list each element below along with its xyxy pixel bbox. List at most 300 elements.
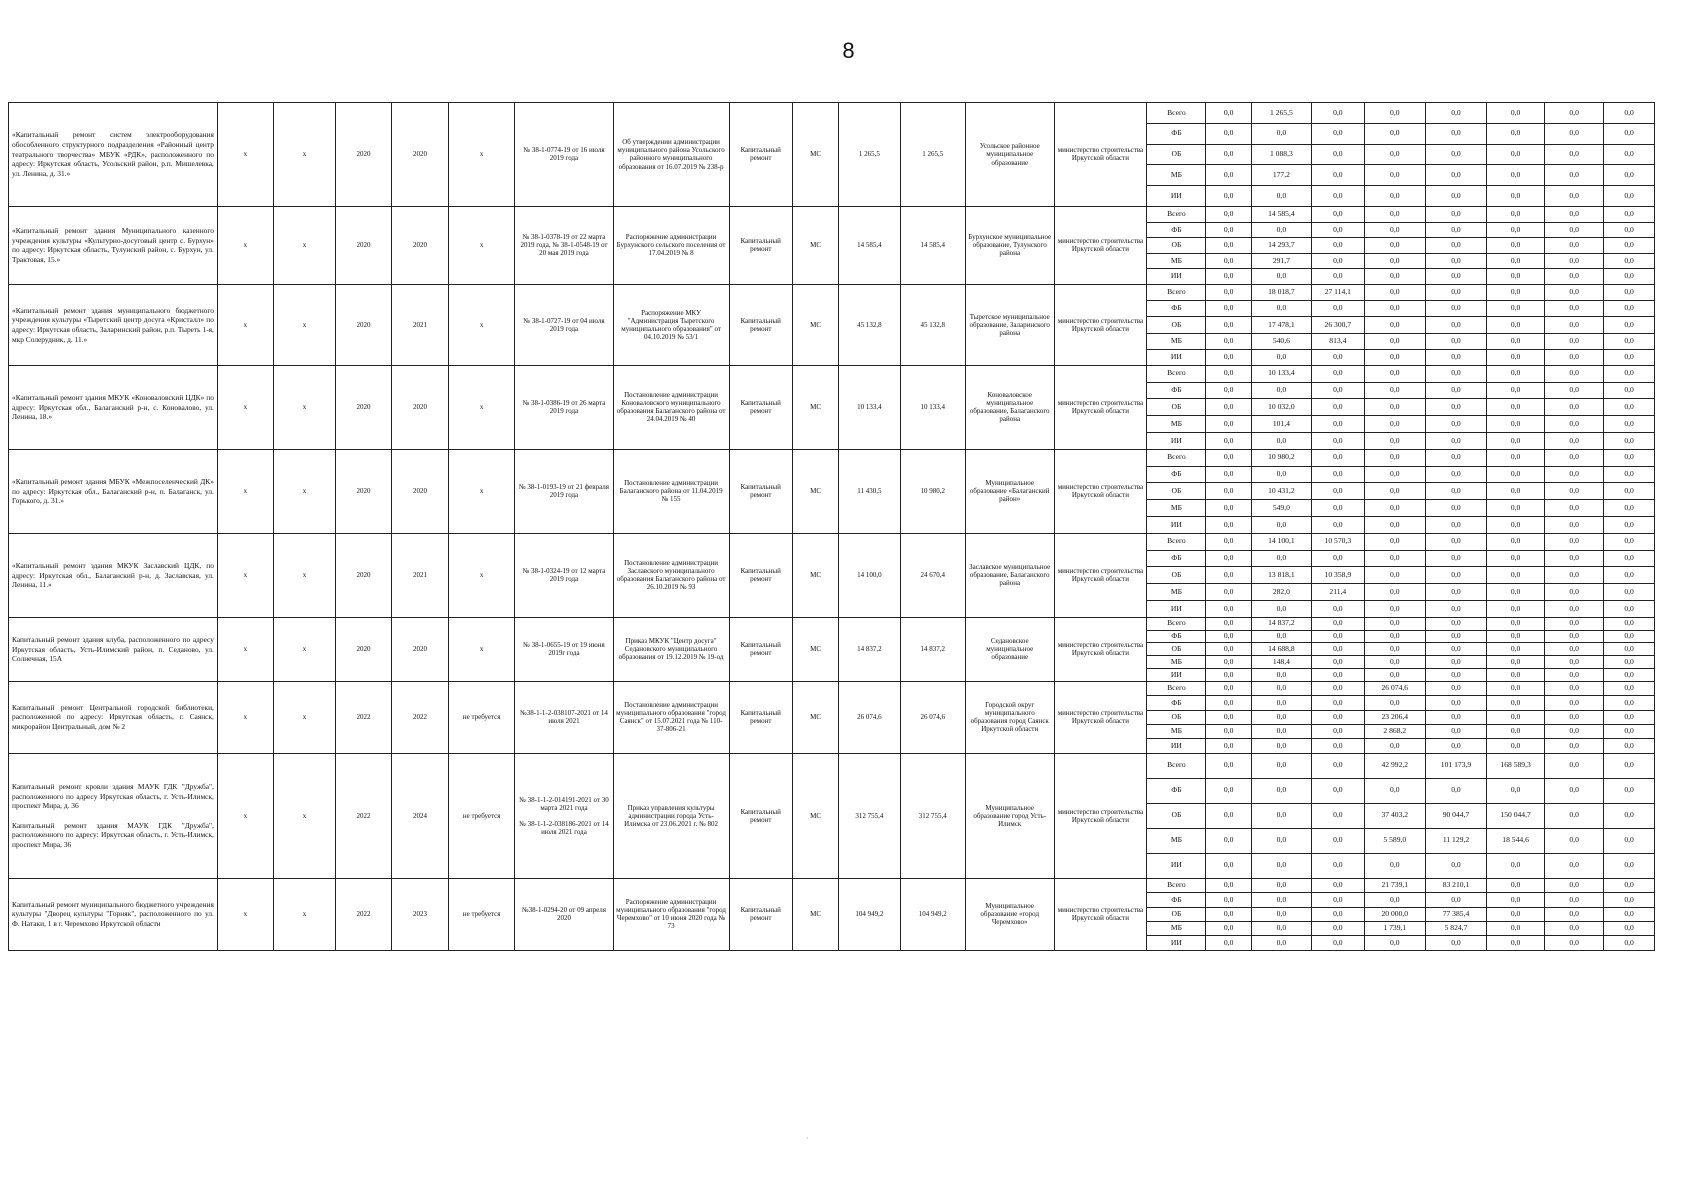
funding-value: 0,0 [1545, 656, 1604, 669]
funding-value: 0,0 [1604, 103, 1655, 124]
year-end: 2020 [391, 617, 448, 681]
funding-value: 0,0 [1251, 853, 1311, 878]
funding-value: 0,0 [1206, 617, 1251, 630]
funding-source: МБ [1147, 253, 1206, 269]
funding-value: 0,0 [1545, 349, 1604, 365]
project-name: Капитальный ремонт муниципального бюджетного учреждения культуры "Дворец культуры "Горняк", расположенного по ул. Ф. Натаки, 1 в г. Черемхово Иркутской области [9, 878, 218, 950]
column-mark: x [273, 449, 335, 533]
column-mark: x [273, 878, 335, 950]
responsible-code: МС [792, 284, 838, 365]
year-end: 2021 [391, 284, 448, 365]
funding-value: 0,0 [1364, 253, 1425, 269]
funding-value: 0,0 [1425, 778, 1486, 803]
funding-value: 0,0 [1545, 301, 1604, 317]
column-mark: x [217, 681, 273, 753]
object-owner: Бурхунское муниципальное образование, Тулунского района [965, 206, 1054, 284]
funding-value: 0,0 [1487, 601, 1545, 618]
column-mark: x [217, 617, 273, 681]
column-mark: x [217, 878, 273, 950]
funding-value: 0,0 [1364, 669, 1425, 682]
funding-value: 0,0 [1604, 584, 1655, 601]
funding-source: МБ [1147, 416, 1206, 433]
funding-value: 17 478,1 [1251, 317, 1311, 333]
funding-value: 0,0 [1251, 433, 1311, 450]
funding-source: ОБ [1147, 643, 1206, 656]
budget-manager: министерство строительства Иркутской области [1054, 681, 1147, 753]
table-row [9, 103, 1655, 124]
funding-value: 0,0 [1311, 828, 1364, 853]
funding-value: 0,0 [1311, 517, 1364, 534]
funding-value: 0,0 [1206, 725, 1251, 739]
funding-value: 0,0 [1604, 725, 1655, 739]
funding-value: 0,0 [1487, 123, 1545, 144]
funding-value: 0,0 [1604, 803, 1655, 828]
funding-value: 0,0 [1206, 656, 1251, 669]
funding-source: ОБ [1147, 710, 1206, 724]
funding-value: 10 570,3 [1311, 533, 1364, 550]
funding-value: 0,0 [1545, 601, 1604, 618]
funding-value: 0,0 [1425, 222, 1486, 238]
object-owner: Усольское районное муниципальное образование [965, 103, 1054, 207]
funding-value: 14 293,7 [1251, 238, 1311, 254]
year-end: 2020 [391, 365, 448, 449]
funding-value: 0,0 [1251, 123, 1311, 144]
funding-value: 0,0 [1364, 483, 1425, 500]
funding-value: 0,0 [1487, 656, 1545, 669]
project-name: «Капитальный ремонт систем электрооборудования обособленного структурного подразделения «Районный центр театрального творчества» МБУК «РДК», расположенного по адресу: Иркутская область, Усольский район, р.п. Мишелевка, ул. Ленина, д. 31.» [9, 103, 218, 207]
funding-value: 0,0 [1311, 165, 1364, 186]
funding-value: 0,0 [1364, 144, 1425, 165]
project-cost: 312 755,4 [839, 753, 900, 878]
column-mark: x [217, 284, 273, 365]
funding-value: 0,0 [1487, 739, 1545, 753]
estimate-cost: 26 074,6 [900, 681, 965, 753]
funding-value: 0,0 [1487, 907, 1545, 921]
funding-value: 0,0 [1545, 399, 1604, 416]
funding-value: 0,0 [1206, 878, 1251, 892]
budget-manager: министерство строительства Иркутской области [1054, 533, 1147, 617]
funding-value: 0,0 [1206, 601, 1251, 618]
funding-value: 0,0 [1604, 630, 1655, 643]
object-owner: Городской округ муниципального образования город Саянск Иркутской области [965, 681, 1054, 753]
funding-value: 0,0 [1311, 778, 1364, 803]
year-start: 2022 [336, 753, 392, 878]
funding-value: 83 210,1 [1425, 878, 1486, 892]
funding-value: 0,0 [1364, 206, 1425, 222]
funding-value: 0,0 [1425, 365, 1486, 382]
funding-value: 0,0 [1311, 753, 1364, 778]
funding-value: 0,0 [1364, 936, 1425, 950]
normative-act: Распоряжение администрации Бурхунского сельского поселения от 17.04.2019 № 8 [613, 206, 729, 284]
funding-value: 0,0 [1251, 186, 1311, 207]
column-mark: x [273, 103, 335, 207]
funding-value: 0,0 [1487, 186, 1545, 207]
funding-value: 0,0 [1251, 878, 1311, 892]
funding-value: 101,4 [1251, 416, 1311, 433]
funding-value: 0,0 [1604, 617, 1655, 630]
funding-value: 0,0 [1487, 921, 1545, 935]
funding-value: 0,0 [1311, 103, 1364, 124]
funding-value: 0,0 [1487, 533, 1545, 550]
funding-value: 0,0 [1206, 828, 1251, 853]
table-row [9, 449, 1655, 466]
estimate-cost: 10 133,4 [900, 365, 965, 449]
funding-source: МБ [1147, 584, 1206, 601]
funding-value: 0,0 [1545, 165, 1604, 186]
funding-source: Всего [1147, 206, 1206, 222]
funding-value: 0,0 [1311, 617, 1364, 630]
funding-value: 0,0 [1425, 669, 1486, 682]
funding-value: 0,0 [1604, 186, 1655, 207]
work-type: Капитальный ремонт [729, 681, 792, 753]
funding-value: 0,0 [1425, 301, 1486, 317]
budget-manager: министерство строительства Иркутской области [1054, 103, 1147, 207]
funding-value: 0,0 [1206, 753, 1251, 778]
funding-value: 0,0 [1206, 710, 1251, 724]
expert-conclusion: №38-1-1-2-038107-2021 от 14 июля 2021 [515, 681, 613, 753]
funding-value: 0,0 [1206, 696, 1251, 710]
normative-act: Постановление администрации Балаганского района от 11.04.2019 № 155 [613, 449, 729, 533]
responsible-code: МС [792, 617, 838, 681]
funding-value: 0,0 [1311, 500, 1364, 517]
funding-value: 0,0 [1604, 301, 1655, 317]
year-start: 2022 [336, 878, 392, 950]
column-mark: x [273, 617, 335, 681]
funding-value: 0,0 [1545, 936, 1604, 950]
funding-value: 0,0 [1206, 365, 1251, 382]
funding-value: 0,0 [1487, 681, 1545, 695]
funding-value: 0,0 [1487, 550, 1545, 567]
funding-value: 0,0 [1206, 853, 1251, 878]
responsible-code: МС [792, 206, 838, 284]
funding-value: 0,0 [1487, 269, 1545, 285]
funding-source: ИИ [1147, 349, 1206, 365]
funding-value: 0,0 [1206, 317, 1251, 333]
funding-value: 0,0 [1425, 567, 1486, 584]
funding-value: 0,0 [1425, 317, 1486, 333]
funding-value: 0,0 [1364, 656, 1425, 669]
expert-conclusion: №38-1-0294-20 от 09 апреля 2020 [515, 878, 613, 950]
funding-value: 0,0 [1545, 333, 1604, 349]
funding-value: 0,0 [1206, 238, 1251, 254]
funding-value: 0,0 [1311, 681, 1364, 695]
year-start: 2020 [336, 365, 392, 449]
funding-value: 0,0 [1425, 617, 1486, 630]
funding-value: 0,0 [1311, 669, 1364, 682]
funding-value: 0,0 [1545, 550, 1604, 567]
funding-value: 0,0 [1364, 382, 1425, 399]
funding-value: 0,0 [1206, 144, 1251, 165]
funding-value: 0,0 [1206, 584, 1251, 601]
funding-value: 0,0 [1206, 803, 1251, 828]
funding-value: 0,0 [1545, 466, 1604, 483]
funding-source: Всего [1147, 617, 1206, 630]
project-name: Капитальный ремонт здания клуба, расположенного по адресу Иркутская область, Усть-Илимский район, п. Седаново, ул. Солнечная, 15А [9, 617, 218, 681]
funding-value: 0,0 [1206, 449, 1251, 466]
funding-value: 0,0 [1487, 253, 1545, 269]
funding-value: 14 688,8 [1251, 643, 1311, 656]
funding-value: 0,0 [1425, 936, 1486, 950]
funding-source: Всего [1147, 533, 1206, 550]
funding-value: 0,0 [1487, 483, 1545, 500]
funding-value: 0,0 [1311, 349, 1364, 365]
responsible-code: МС [792, 753, 838, 878]
funding-value: 0,0 [1311, 206, 1364, 222]
project-name: Капитальный ремонт кровли здания МАУК ГДК "Дружба", расположенного по адресу Иркутская область, г. Усть-Илимск, проспект Мира, д. 36 Капитальный ремонт здания МАУК ГДК "Дружба", расположенного по адресу: Иркутская область, г. Усть-Илимск, проспект Мира, 36 [9, 753, 218, 878]
funding-value: 0,0 [1425, 893, 1486, 907]
funding-value: 0,0 [1487, 710, 1545, 724]
normative-act: Об утверждении администрации муниципального района Усольского районного муниципального образования от 16.07.2019 № 238-р [613, 103, 729, 207]
funding-source: ИИ [1147, 186, 1206, 207]
funding-value: 0,0 [1545, 500, 1604, 517]
funding-source: ОБ [1147, 907, 1206, 921]
funding-value: 0,0 [1425, 449, 1486, 466]
funding-source: Всего [1147, 681, 1206, 695]
project-name: «Капитальный ремонт здания МКУК «Коноваловский ЦДК» по адресу: Иркутская обл., Балаганский р-н, с. Коновалово, ул. Ленина, 18.» [9, 365, 218, 449]
funding-value: 0,0 [1545, 739, 1604, 753]
funding-value: 0,0 [1487, 206, 1545, 222]
funding-value: 0,0 [1364, 533, 1425, 550]
funding-value: 0,0 [1206, 301, 1251, 317]
funding-value: 150 044,7 [1487, 803, 1545, 828]
page-number: 8 [842, 38, 855, 63]
funding-value: 10 980,2 [1251, 449, 1311, 466]
funding-value: 10 032,0 [1251, 399, 1311, 416]
funding-value: 0,0 [1604, 123, 1655, 144]
funding-value: 23 206,4 [1364, 710, 1425, 724]
funding-value: 0,0 [1206, 433, 1251, 450]
year-end: 2023 [391, 878, 448, 950]
project-cost: 1 265,5 [839, 103, 900, 207]
funding-value: 0,0 [1364, 333, 1425, 349]
funding-value: 0,0 [1604, 696, 1655, 710]
funding-source: МБ [1147, 656, 1206, 669]
funding-value: 0,0 [1487, 878, 1545, 892]
funding-value: 0,0 [1364, 123, 1425, 144]
funding-source: МБ [1147, 165, 1206, 186]
funding-value: 0,0 [1425, 710, 1486, 724]
project-name: Капитальный ремонт Центральной городской библиотеки, расположенной по адресу: Иркутская область, г. Саянск, микрорайон Центральный, дом № 2 [9, 681, 218, 753]
project-cost: 104 949,2 [839, 878, 900, 950]
funding-value: 0,0 [1604, 778, 1655, 803]
funding-value: 0,0 [1604, 681, 1655, 695]
funding-value: 0,0 [1604, 483, 1655, 500]
funding-value: 0,0 [1545, 416, 1604, 433]
funding-value: 0,0 [1545, 123, 1604, 144]
funding-value: 0,0 [1604, 222, 1655, 238]
funding-value: 0,0 [1364, 567, 1425, 584]
funding-value: 0,0 [1311, 550, 1364, 567]
funding-source: ИИ [1147, 853, 1206, 878]
project-name: «Капитальный ремонт здания муниципального бюджетного учреждения культуры «Тыретский центр досуга «Кристалл» по адресу: Иркутская область, Заларинский район, р.п. Тыреть 1-я, мкр Солерудник, д. 11.» [9, 284, 218, 365]
funding-source: ОБ [1147, 803, 1206, 828]
funding-value: 0,0 [1545, 681, 1604, 695]
funding-value: 0,0 [1364, 550, 1425, 567]
object-owner: Седановское муниципальное образование [965, 617, 1054, 681]
funding-value: 0,0 [1604, 500, 1655, 517]
funding-value: 0,0 [1364, 584, 1425, 601]
expert-conclusion: № 38-1-0193-19 от 21 февраля 2019 года [515, 449, 613, 533]
funding-source: ОБ [1147, 483, 1206, 500]
funding-source: ОБ [1147, 317, 1206, 333]
year-start: 2020 [336, 284, 392, 365]
funding-value: 0,0 [1364, 165, 1425, 186]
funding-value: 0,0 [1487, 165, 1545, 186]
funding-value: 0,0 [1604, 828, 1655, 853]
funding-value: 0,0 [1364, 399, 1425, 416]
funding-value: 10 358,9 [1311, 567, 1364, 584]
object-owner: Тыретское муниципальное образование, Заларинского района [965, 284, 1054, 365]
funding-value: 0,0 [1545, 186, 1604, 207]
funding-value: 0,0 [1545, 483, 1604, 500]
funding-value: 0,0 [1604, 206, 1655, 222]
table-row [9, 206, 1655, 222]
funding-value: 0,0 [1604, 269, 1655, 285]
funding-source: ИИ [1147, 269, 1206, 285]
funding-value: 0,0 [1545, 584, 1604, 601]
funding-value: 0,0 [1364, 365, 1425, 382]
funding-value: 0,0 [1545, 828, 1604, 853]
funding-value: 540,6 [1251, 333, 1311, 349]
funding-value: 14 100,1 [1251, 533, 1311, 550]
funding-source: ФБ [1147, 630, 1206, 643]
funding-value: 0,0 [1206, 333, 1251, 349]
funding-value: 27 114,1 [1311, 284, 1364, 300]
column-mark: x [273, 284, 335, 365]
funding-value: 0,0 [1545, 725, 1604, 739]
funding-value: 0,0 [1487, 725, 1545, 739]
funding-value: 0,0 [1545, 630, 1604, 643]
funding-value: 0,0 [1545, 617, 1604, 630]
funding-value: 0,0 [1311, 878, 1364, 892]
column-mark: x [273, 681, 335, 753]
funding-value: 0,0 [1604, 710, 1655, 724]
expertise-status: x [448, 206, 514, 284]
funding-value: 0,0 [1251, 466, 1311, 483]
funding-value: 168 589,3 [1487, 753, 1545, 778]
budget-manager: министерство строительства Иркутской области [1054, 878, 1147, 950]
funding-source: Всего [1147, 103, 1206, 124]
funding-value: 0,0 [1487, 466, 1545, 483]
funding-value: 0,0 [1425, 123, 1486, 144]
funding-value: 0,0 [1364, 186, 1425, 207]
column-mark: x [217, 753, 273, 878]
expert-conclusion: № 38-1-1-2-014191-2021 от 30 марта 2021 года № 38-1-1-2-038186-2021 от 14 июля 2021 года [515, 753, 613, 878]
funding-value: 0,0 [1364, 269, 1425, 285]
funding-source: ИИ [1147, 669, 1206, 682]
expertise-status: не требуется [448, 878, 514, 950]
funding-value: 0,0 [1487, 449, 1545, 466]
expertise-status: x [448, 365, 514, 449]
column-mark: x [217, 103, 273, 207]
funding-value: 0,0 [1251, 630, 1311, 643]
funding-value: 0,0 [1311, 253, 1364, 269]
funding-value: 0,0 [1311, 853, 1364, 878]
year-end: 2020 [391, 449, 448, 533]
funding-value: 0,0 [1425, 533, 1486, 550]
funding-value: 0,0 [1425, 382, 1486, 399]
funding-value: 0,0 [1604, 893, 1655, 907]
funding-value: 0,0 [1425, 333, 1486, 349]
funding-value: 549,0 [1251, 500, 1311, 517]
funding-value: 0,0 [1251, 725, 1311, 739]
funding-value: 0,0 [1545, 533, 1604, 550]
funding-value: 0,0 [1311, 739, 1364, 753]
funding-value: 0,0 [1425, 601, 1486, 618]
funding-source: ФБ [1147, 778, 1206, 803]
funding-value: 0,0 [1206, 921, 1251, 935]
responsible-code: МС [792, 533, 838, 617]
funding-value: 0,0 [1487, 853, 1545, 878]
funding-value: 0,0 [1604, 669, 1655, 682]
expert-conclusion: № 38-1-0774-19 от 16 июля 2019 года [515, 103, 613, 207]
funding-value: 0,0 [1545, 878, 1604, 892]
funding-value: 0,0 [1251, 269, 1311, 285]
funding-value: 10 431,2 [1251, 483, 1311, 500]
funding-value: 0,0 [1487, 893, 1545, 907]
funding-value: 0,0 [1425, 550, 1486, 567]
funding-value: 0,0 [1364, 778, 1425, 803]
estimate-cost: 312 755,4 [900, 753, 965, 878]
funding-value: 0,0 [1251, 710, 1311, 724]
funding-value: 0,0 [1604, 333, 1655, 349]
funding-value: 0,0 [1425, 483, 1486, 500]
funding-value: 0,0 [1545, 696, 1604, 710]
funding-value: 0,0 [1206, 222, 1251, 238]
funding-value: 1 088,3 [1251, 144, 1311, 165]
funding-source: ИИ [1147, 433, 1206, 450]
funding-value: 0,0 [1545, 449, 1604, 466]
funding-value: 0,0 [1364, 284, 1425, 300]
funding-value: 0,0 [1604, 253, 1655, 269]
funding-value: 0,0 [1604, 238, 1655, 254]
funding-value: 211,4 [1311, 584, 1364, 601]
funding-value: 0,0 [1425, 739, 1486, 753]
funding-value: 0,0 [1311, 186, 1364, 207]
funding-value: 0,0 [1487, 778, 1545, 803]
funding-value: 37 403,2 [1364, 803, 1425, 828]
funding-value: 0,0 [1364, 103, 1425, 124]
funding-value: 2 868,2 [1364, 725, 1425, 739]
funding-value: 0,0 [1487, 365, 1545, 382]
funding-value: 0,0 [1604, 466, 1655, 483]
work-type: Капитальный ремонт [729, 617, 792, 681]
funding-value: 0,0 [1604, 601, 1655, 618]
table-row [9, 617, 1655, 630]
funding-value: 0,0 [1545, 365, 1604, 382]
project-cost: 14 100,0 [839, 533, 900, 617]
funding-value: 0,0 [1206, 739, 1251, 753]
work-type: Капитальный ремонт [729, 284, 792, 365]
funding-value: 0,0 [1206, 681, 1251, 695]
funding-source: ФБ [1147, 222, 1206, 238]
normative-act: Постановление администрации муниципального образования "город Саянск" от 15.07.2021 года № 110-37-806-21 [613, 681, 729, 753]
funding-value: 0,0 [1311, 382, 1364, 399]
funding-value: 0,0 [1425, 144, 1486, 165]
funding-value: 0,0 [1206, 643, 1251, 656]
project-name: «Капитальный ремонт здания Муниципального казенного учреждения культуры «Культурно-досуговый центр с. Бурхун» по адресу: Иркутская область, Тулунский район, с. Бурхун, ул. Трактовая, 15.» [9, 206, 218, 284]
funding-value: 0,0 [1545, 907, 1604, 921]
funding-value: 0,0 [1545, 269, 1604, 285]
object-owner: Муниципальное образование город Усть-Илимск [965, 753, 1054, 878]
funding-value: 0,0 [1251, 517, 1311, 534]
funding-value: 0,0 [1487, 936, 1545, 950]
funding-value: 0,0 [1206, 399, 1251, 416]
funding-value: 0,0 [1251, 550, 1311, 567]
funding-value: 0,0 [1487, 584, 1545, 601]
expert-conclusion: № 38-1-0727-19 от 04 июля 2019 года [515, 284, 613, 365]
funding-value: 0,0 [1425, 466, 1486, 483]
